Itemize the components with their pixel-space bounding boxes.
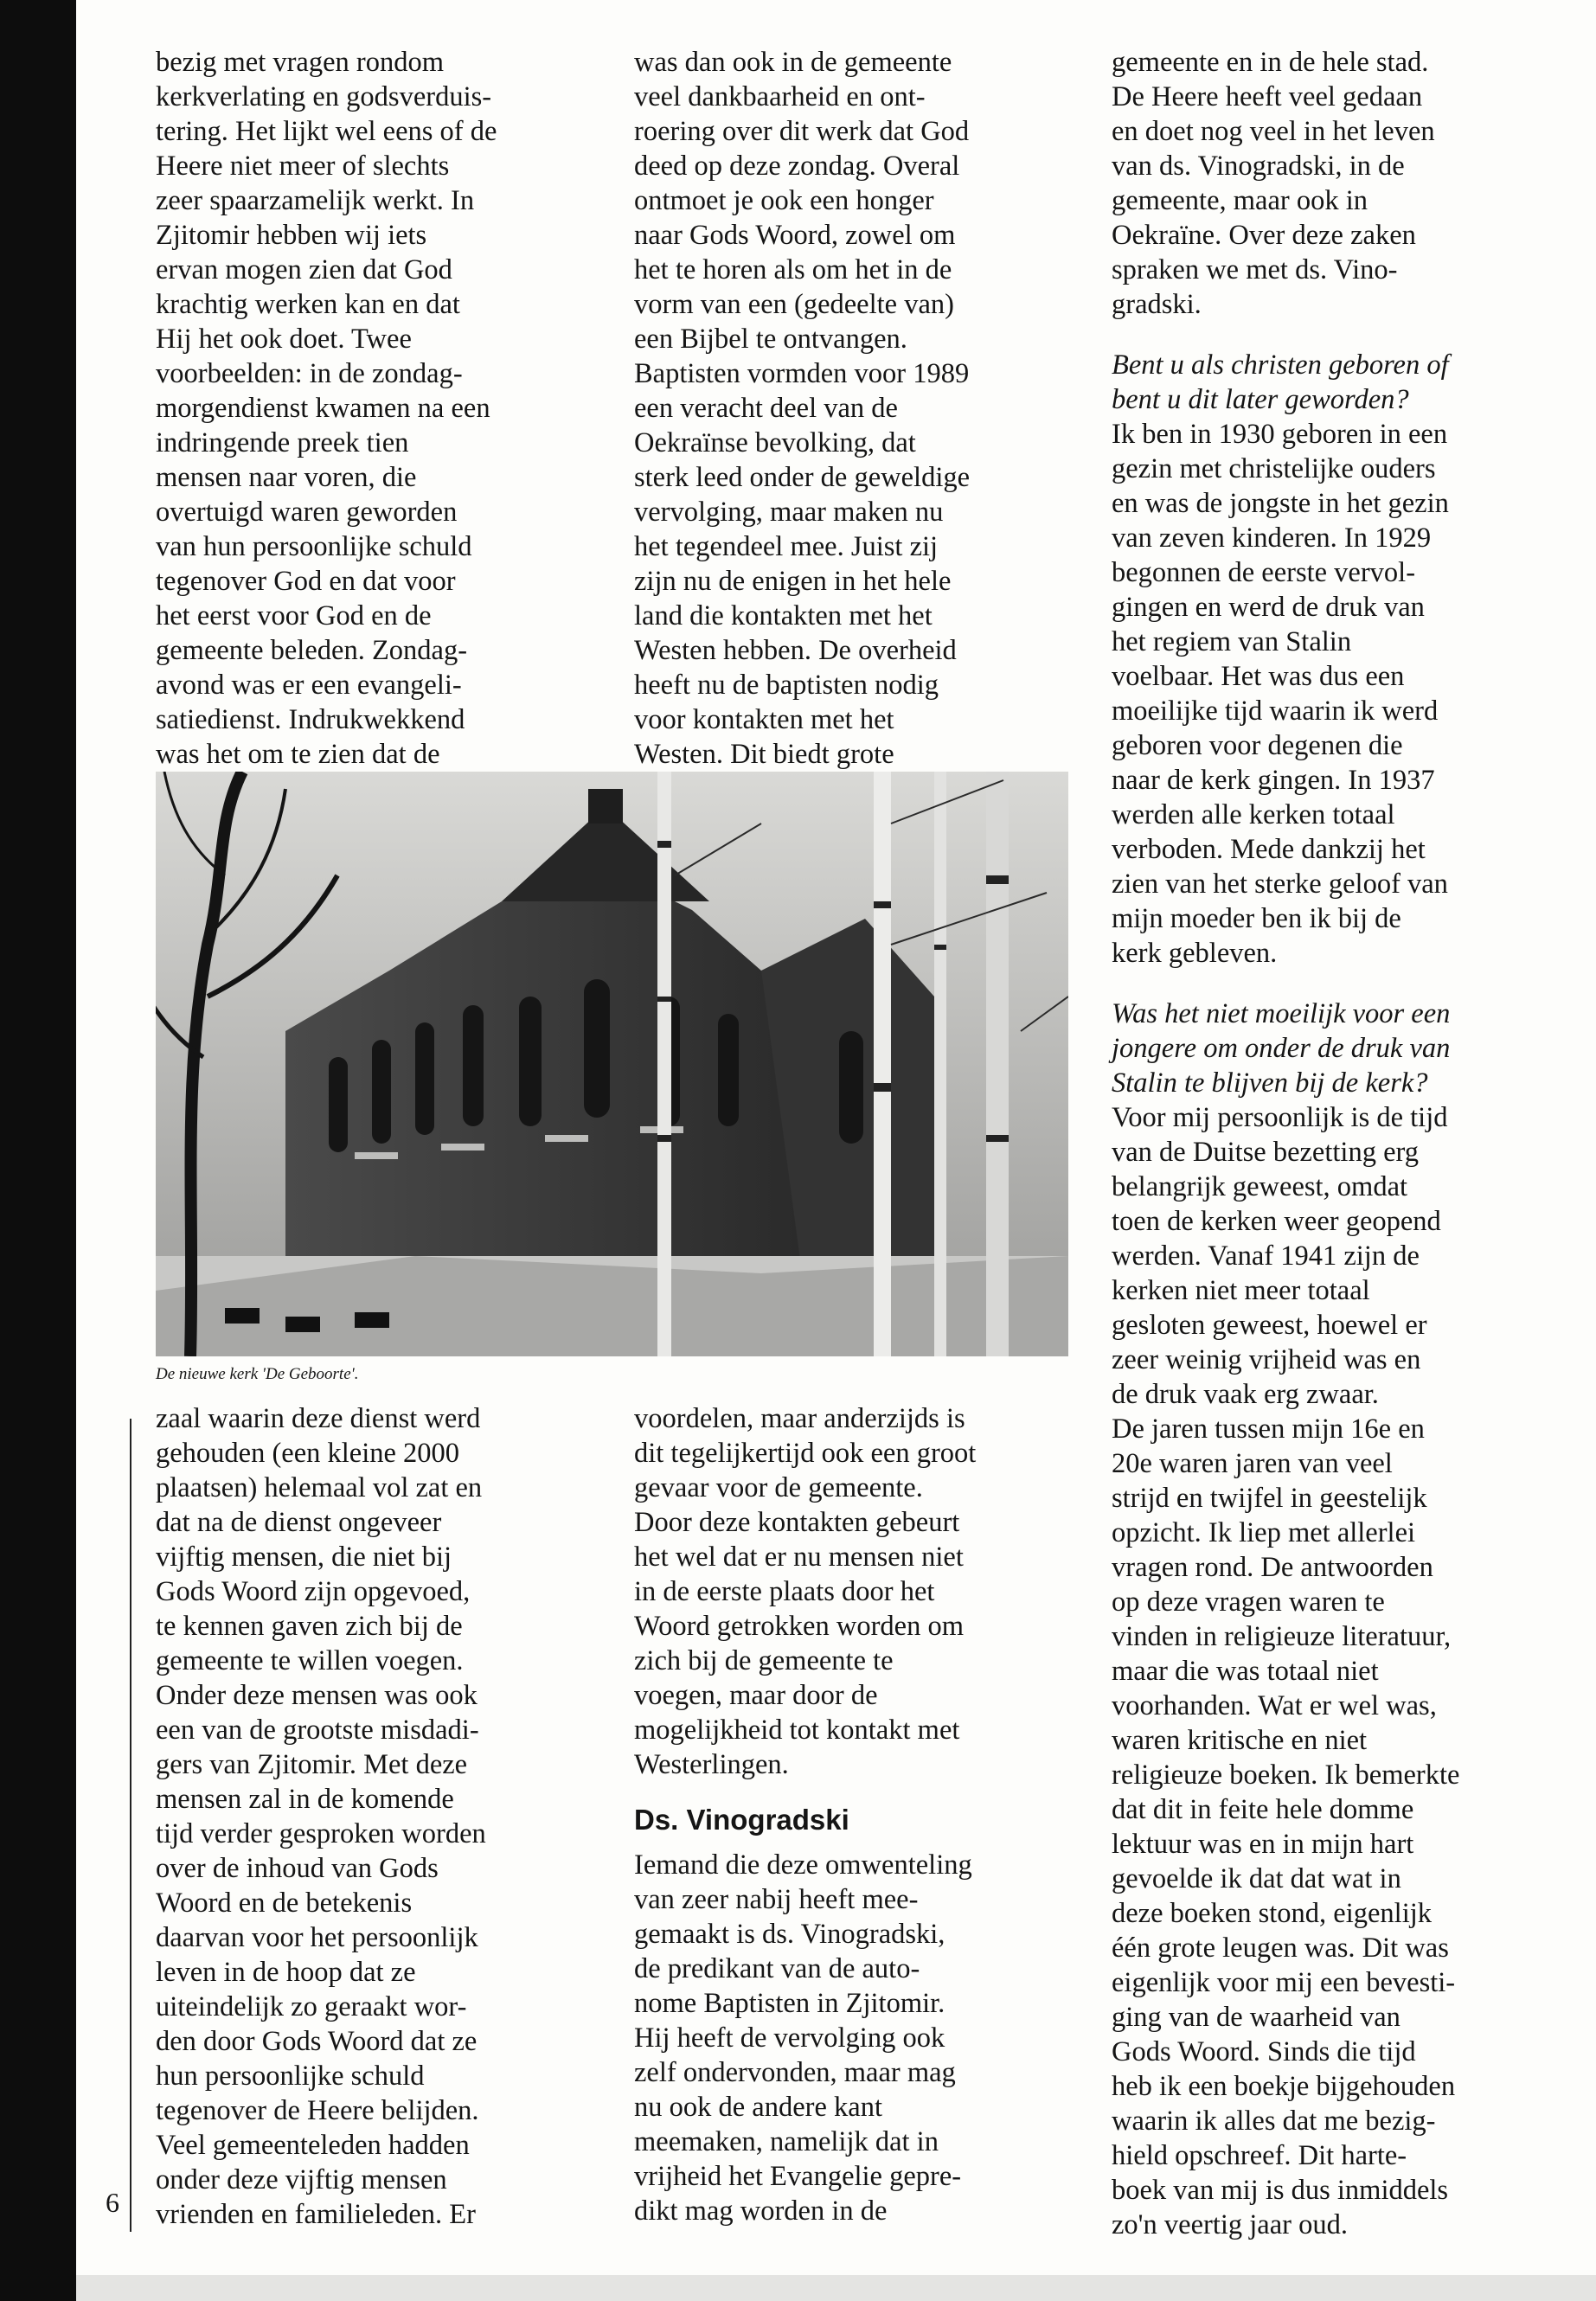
text-line: De Heere heeft veel gedaan	[1112, 81, 1423, 112]
text-line: strijd en twijfel in geestelijk	[1112, 1483, 1427, 1514]
text-line: De jaren tussen mijn 16e en	[1112, 1413, 1425, 1445]
text-line: dat na de dienst ongeveer	[156, 1507, 442, 1538]
text-line: gehouden (een kleine 2000	[156, 1438, 460, 1469]
text-line: ging van de waarheid van	[1112, 2002, 1401, 2033]
text-line: Bent u als christen geboren of	[1112, 349, 1449, 381]
text-line: tijd verder gesproken worden	[156, 1818, 486, 1849]
text-line: hield opschreef. Dit harte-	[1112, 2140, 1407, 2171]
text-line: gingen en werd de druk van	[1112, 592, 1425, 623]
text-line: indringende preek tien	[156, 427, 409, 458]
text-line: belangrijk geweest, omdat	[1112, 1171, 1408, 1202]
text-line: bent u dit later geworden?	[1112, 384, 1409, 415]
text-line: in de eerste plaats door het	[634, 1576, 935, 1607]
text-line: was dan ook in de gemeente	[634, 47, 952, 78]
paragraph	[634, 45, 1067, 772]
text-line: voorhanden. Wat er wel was,	[1112, 1690, 1437, 1721]
text-line: avond was er een evangeli-	[156, 670, 462, 701]
margin-rule	[130, 1419, 131, 2232]
text-line: waarin ik alles dat me bezig-	[1112, 2106, 1436, 2137]
text-line: Westerlingen.	[634, 1749, 789, 1780]
text-line: begonnen de eerste vervol-	[1112, 557, 1416, 588]
text-line: onder deze vijftig mensen	[156, 2164, 447, 2195]
text-line: van hun persoonlijke schuld	[156, 531, 472, 562]
text-line: een Bijbel te ontvangen.	[634, 324, 907, 355]
text-line: tegenover de Heere belijden.	[156, 2095, 479, 2126]
text-line: Westen. Dit biedt grote	[634, 739, 894, 770]
text-line: Woord en de betekenis	[156, 1888, 413, 1919]
text-line: sterk leed onder de geweldige	[634, 462, 971, 493]
text-line: het tegendeel mee. Juist zij	[634, 531, 939, 562]
paragraph	[156, 1401, 588, 2232]
text-line: Gods Woord. Sinds die tijd	[1112, 2036, 1416, 2067]
text-line: vervolging, maar maken nu	[634, 497, 944, 528]
interview-answer-2	[1112, 1100, 1570, 2242]
column-1-top	[156, 45, 588, 772]
text-line: de druk vaak erg zwaar.	[1112, 1379, 1379, 1410]
text-line: morgendienst kwamen na een	[156, 393, 490, 424]
text-line: maar die was totaal niet	[1112, 1656, 1379, 1687]
text-line: Was het niet moeilijk voor een	[1112, 998, 1451, 1029]
text-line: vijftig mensen, die niet bij	[156, 1541, 452, 1573]
text-line: over de inhoud van Gods	[156, 1853, 439, 1884]
text-line: het regiem van Stalin	[1112, 626, 1352, 657]
text-line: werden. Vanaf 1941 zijn de	[1112, 1240, 1420, 1272]
text-line: gemaakt is ds. Vinogradski,	[634, 1919, 945, 1950]
text-line: gers van Zjitomir. Met deze	[156, 1749, 468, 1780]
text-line: nu ook de andere kant	[634, 2092, 882, 2123]
text-line: de predikant van de auto-	[634, 1953, 920, 1984]
text-line: vrijheid het Evangelie gepre-	[634, 2161, 962, 2192]
text-line: zien van het sterke geloof van	[1112, 868, 1448, 900]
column-1-bottom	[156, 1401, 588, 2232]
text-line: vorm van een (gedeelte van)	[634, 289, 954, 320]
paragraph	[156, 45, 588, 772]
text-line: gezin met christelijke ouders	[1112, 453, 1436, 484]
text-line: Door deze kontakten gebeurt	[634, 1507, 960, 1538]
text-line: mensen naar voren, die	[156, 462, 417, 493]
text-line: land die kontakten met het	[634, 600, 933, 631]
text-line: waren kritische en niet	[1112, 1725, 1368, 1756]
text-line: zo'n veertig jaar oud.	[1112, 2209, 1348, 2240]
text-line: het wel dat er nu mensen niet	[634, 1541, 964, 1573]
text-line: kerkverlating en godsverduis-	[156, 81, 492, 112]
text-line: tegenover God en dat voor	[156, 566, 456, 597]
text-line: zeer spaarzamelijk werkt. In	[156, 185, 475, 216]
text-line: mensen zal in de komende	[156, 1784, 454, 1815]
binding-edge	[0, 0, 76, 2301]
text-line: dit tegelijkertijd ook een groot	[634, 1438, 977, 1469]
text-line: Stalin te blijven bij de kerk?	[1112, 1067, 1428, 1099]
text-line: was het om te zien dat de	[156, 739, 440, 770]
text-line: bezig met vragen rondom	[156, 47, 445, 78]
intro-paragraph	[1112, 45, 1570, 322]
text-line: voegen, maar door de	[634, 1680, 878, 1711]
text-line: kerken niet meer totaal	[1112, 1275, 1370, 1306]
text-line: Heere niet meer of slechts	[156, 151, 450, 182]
interview-question-2	[1112, 997, 1570, 1100]
text-line: zelf ondervonden, maar mag	[634, 2057, 956, 2088]
text-line: eigenlijk voor mij een bevesti-	[1112, 1967, 1456, 1998]
text-line: Ik ben in 1930 geboren in een	[1112, 419, 1448, 450]
text-line: en doet nog veel in het leven	[1112, 116, 1435, 147]
text-line: jongere om onder de druk van	[1112, 1033, 1451, 1064]
text-line: overtuigd waren geworden	[156, 497, 458, 528]
page-bottom-shade	[76, 2275, 1596, 2301]
text-line: gevoelde ik dat dat wat in	[1112, 1863, 1401, 1894]
text-line: kerk gebleven.	[1112, 938, 1278, 969]
text-line: gevaar voor de gemeente.	[634, 1472, 923, 1503]
text-line: spraken we met ds. Vino-	[1112, 254, 1398, 285]
text-line: deze boeken stond, eigenlijk	[1112, 1898, 1433, 1929]
text-line: den door Gods Woord dat ze	[156, 2026, 478, 2057]
paragraph	[634, 1848, 1067, 2228]
text-line: het eerst voor God en de	[156, 600, 432, 631]
text-line: naar de kerk gingen. In 1937	[1112, 765, 1435, 796]
column-3	[1112, 45, 1570, 2242]
text-line: plaatsen) helemaal vol zat en	[156, 1472, 483, 1503]
text-line: hun persoonlijke schuld	[156, 2061, 425, 2092]
text-line: gemeente en in de hele stad.	[1112, 47, 1429, 78]
text-line: gemeente beleden. Zondag-	[156, 635, 468, 666]
column-2-top	[634, 45, 1067, 772]
text-line: ontmoet je ook een honger	[634, 185, 934, 216]
spacer	[1112, 971, 1570, 997]
text-line: Zjitomir hebben wij iets	[156, 220, 427, 251]
text-line: religieuze boeken. Ik bemerkte	[1112, 1759, 1460, 1791]
text-line: verboden. Mede dankzij het	[1112, 834, 1426, 865]
text-line: zich bij de gemeente te	[634, 1645, 894, 1676]
text-line: te kennen gaven zich bij de	[156, 1611, 463, 1642]
text-line: roering over dit werk dat God	[634, 116, 970, 147]
text-line: gemeente, maar ook in	[1112, 185, 1368, 216]
text-line: deed op deze zondag. Overal	[634, 151, 960, 182]
text-line: naar Gods Woord, zowel om	[634, 220, 956, 251]
text-line: vinden in religieuze literatuur,	[1112, 1621, 1452, 1652]
text-line: gradski.	[1112, 289, 1202, 320]
text-line: krachtig werken kan en dat	[156, 289, 460, 320]
text-line: voelbaar. Het was dus een	[1112, 661, 1405, 692]
text-line: geboren voor degenen die	[1112, 730, 1403, 761]
text-line: van zeven kinderen. In 1929	[1112, 522, 1432, 554]
text-line: Veel gemeenteleden hadden	[156, 2130, 470, 2161]
text-line: leven in de hoop dat ze	[156, 1957, 416, 1988]
photo-caption: De nieuwe kerk 'De Geboorte'.	[156, 1365, 359, 1383]
text-line: Oekraïne. Over deze zaken	[1112, 220, 1416, 251]
text-line: lektuur was en in mijn hart	[1112, 1829, 1414, 1860]
text-line: voordelen, maar anderzijds is	[634, 1403, 965, 1434]
text-line: nome Baptisten in Zjitomir.	[634, 1988, 945, 2019]
text-line: daarvan voor het persoonlijk	[156, 1922, 478, 1953]
text-line: heb ik een boekje bijgehouden	[1112, 2071, 1456, 2102]
text-line: 20e waren jaren van veel	[1112, 1448, 1393, 1479]
text-line: van ds. Vinogradski, in de	[1112, 151, 1405, 182]
page-number: 6	[106, 2187, 119, 2218]
text-line: Onder deze mensen was ook	[156, 1680, 478, 1711]
text-line: Westen hebben. De overheid	[634, 635, 957, 666]
spacer	[1112, 322, 1570, 348]
text-line: Gods Woord zijn opgevoed,	[156, 1576, 471, 1607]
text-line: Hij heeft de vervolging ook	[634, 2022, 945, 2054]
text-line: heeft nu de baptisten nodig	[634, 670, 939, 701]
text-line: Voor mij persoonlijk is de tijd	[1112, 1102, 1448, 1133]
text-line: van zeer nabij heeft mee-	[634, 1884, 919, 1915]
text-line: moeilijke tijd waarin ik werd	[1112, 695, 1439, 727]
text-line: voorbeelden: in de zondag-	[156, 358, 463, 389]
text-line: Oekraïnse bevolking, dat	[634, 427, 916, 458]
text-line: dikt mag worden in de	[634, 2195, 888, 2227]
text-line: opzicht. Ik liep met allerlei	[1112, 1517, 1416, 1548]
text-line: van de Duitse bezetting erg	[1112, 1137, 1419, 1168]
church-photo	[156, 772, 1068, 1356]
text-line: toen de kerken weer geopend	[1112, 1206, 1441, 1237]
text-line: Baptisten vormden voor 1989	[634, 358, 970, 389]
text-line: meemaken, namelijk dat in	[634, 2126, 939, 2157]
text-line: het te horen als om het in de	[634, 254, 952, 285]
paragraph	[634, 1401, 1067, 1782]
text-line: vrienden en familieleden. Er	[156, 2199, 476, 2230]
text-line: zijn nu de enigen in het hele	[634, 566, 952, 597]
column-2-bottom	[634, 1401, 1067, 2228]
interview-answer-1	[1112, 417, 1570, 971]
text-line: één grote leugen was. Dit was	[1112, 1932, 1449, 1964]
text-line: boek van mij is dus inmiddels	[1112, 2175, 1449, 2206]
text-line: gesloten geweest, hoewel er	[1112, 1310, 1427, 1341]
text-line: mogelijkheid tot kontakt met	[634, 1715, 960, 1746]
text-line: dat dit in feite hele domme	[1112, 1794, 1414, 1825]
section-heading: Ds. Vinogradski	[634, 1804, 849, 1836]
text-line: een van de grootste misdadi-	[156, 1715, 479, 1746]
text-line: uiteindelijk zo geraakt wor-	[156, 1991, 467, 2022]
text-line: zeer weinig vrijheid was en	[1112, 1344, 1421, 1375]
interview-question-1	[1112, 348, 1570, 417]
text-line: veel dankbaarheid en ont-	[634, 81, 926, 112]
text-line: vragen rond. De antwoorden	[1112, 1552, 1433, 1583]
text-line: satiedienst. Indrukwekkend	[156, 704, 465, 735]
text-line: een veracht deel van de	[634, 393, 898, 424]
text-line: zaal waarin deze dienst werd	[156, 1403, 481, 1434]
text-line: Hij het ook doet. Twee	[156, 324, 412, 355]
text-line: werden alle kerken totaal	[1112, 799, 1395, 830]
text-line: ervan mogen zien dat God	[156, 254, 452, 285]
text-line: op deze vragen waren te	[1112, 1586, 1385, 1618]
text-line: Woord getrokken worden om	[634, 1611, 964, 1642]
text-line: voor kontakten met het	[634, 704, 894, 735]
text-line: tering. Het lijkt wel eens of de	[156, 116, 497, 147]
church-photo-drawing	[156, 772, 1068, 1356]
text-line: mijn moeder ben ik bij de	[1112, 903, 1401, 934]
text-line: en was de jongste in het gezin	[1112, 488, 1449, 519]
text-line: Iemand die deze omwenteling	[634, 1849, 972, 1881]
text-line: gemeente te willen voegen.	[156, 1645, 464, 1676]
